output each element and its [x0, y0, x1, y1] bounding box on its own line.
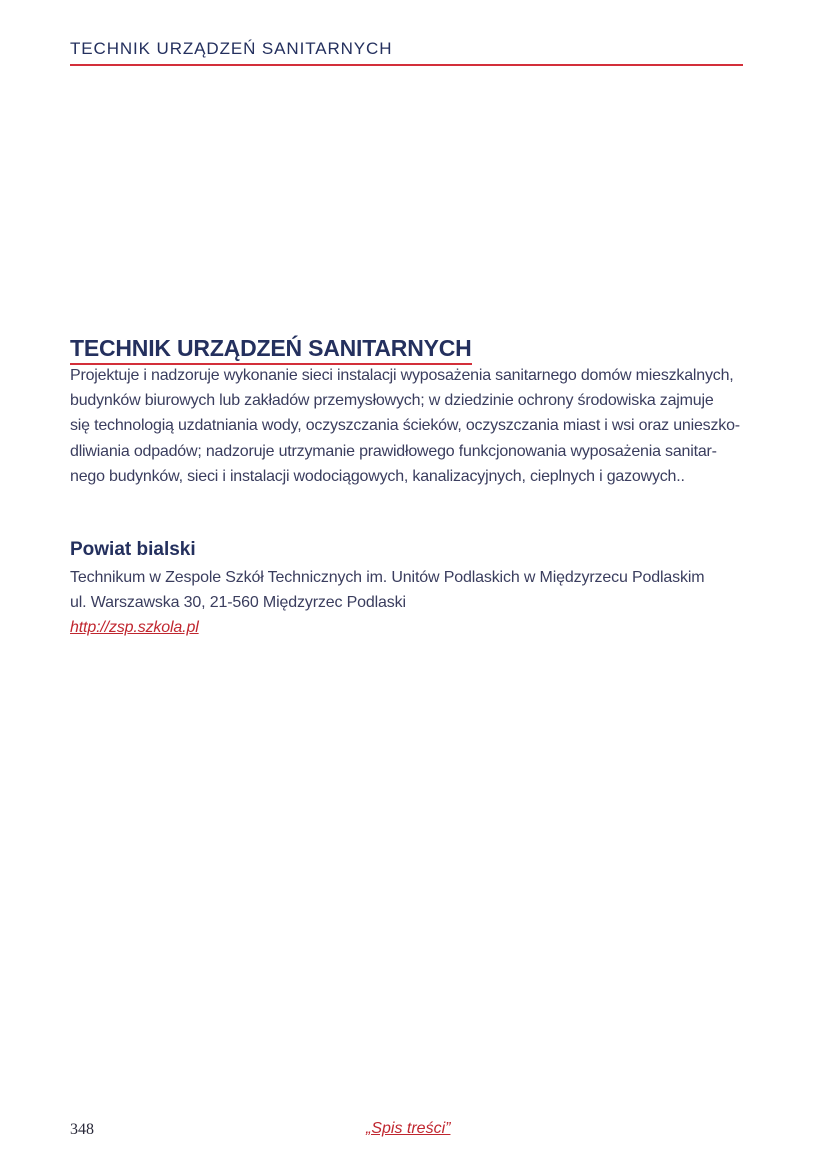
running-header-title: TECHNIK URZĄDZEŃ SANITARNYCH — [70, 39, 393, 58]
district-heading: Powiat bialski — [70, 539, 196, 560]
profession-description — [70, 363, 743, 489]
description-line: budynków biurowych lub zakładów przemysłowych; w dziedzinie ochrony środowiska zajmuje — [70, 392, 714, 410]
description-line: Projektuje i nadzoruje wykonanie sieci instalacji wyposażenia sanitarnego domów mieszkalnych, — [70, 367, 734, 384]
description-line: dliwiania odpadów; nadzoruje utrzymanie prawidłowego funkcjonowania wyposażenia sanitar- — [70, 442, 717, 460]
school-address: ul. Warszawska 30, 21-560 Międzyrzec Podlaski — [70, 594, 406, 611]
school-website-link[interactable]: http://zsp.szkola.pl — [70, 619, 199, 636]
school-name: Technikum w Zespole Szkół Technicznych im. Unitów Podlaskich w Międzyrzecu Podlaskim — [70, 569, 705, 586]
school-info — [70, 565, 704, 640]
profession-title: TECHNIK URZĄDZEŃ SANITARNYCH — [70, 334, 472, 365]
description-line: nego budynków, sieci i instalacji wodociągowych, kanalizacyjnych, cieplnych i gazowych.. — [70, 467, 685, 485]
page-number: 348 — [70, 1121, 94, 1138]
header-divider — [70, 64, 743, 66]
school-link-row — [70, 615, 704, 640]
table-of-contents-link[interactable]: „Spis treści” — [366, 1120, 451, 1137]
description-line: się technologią uzdatniania wody, oczyszczania ścieków, oczyszczania miast i wsi oraz unieszko- — [70, 417, 740, 435]
